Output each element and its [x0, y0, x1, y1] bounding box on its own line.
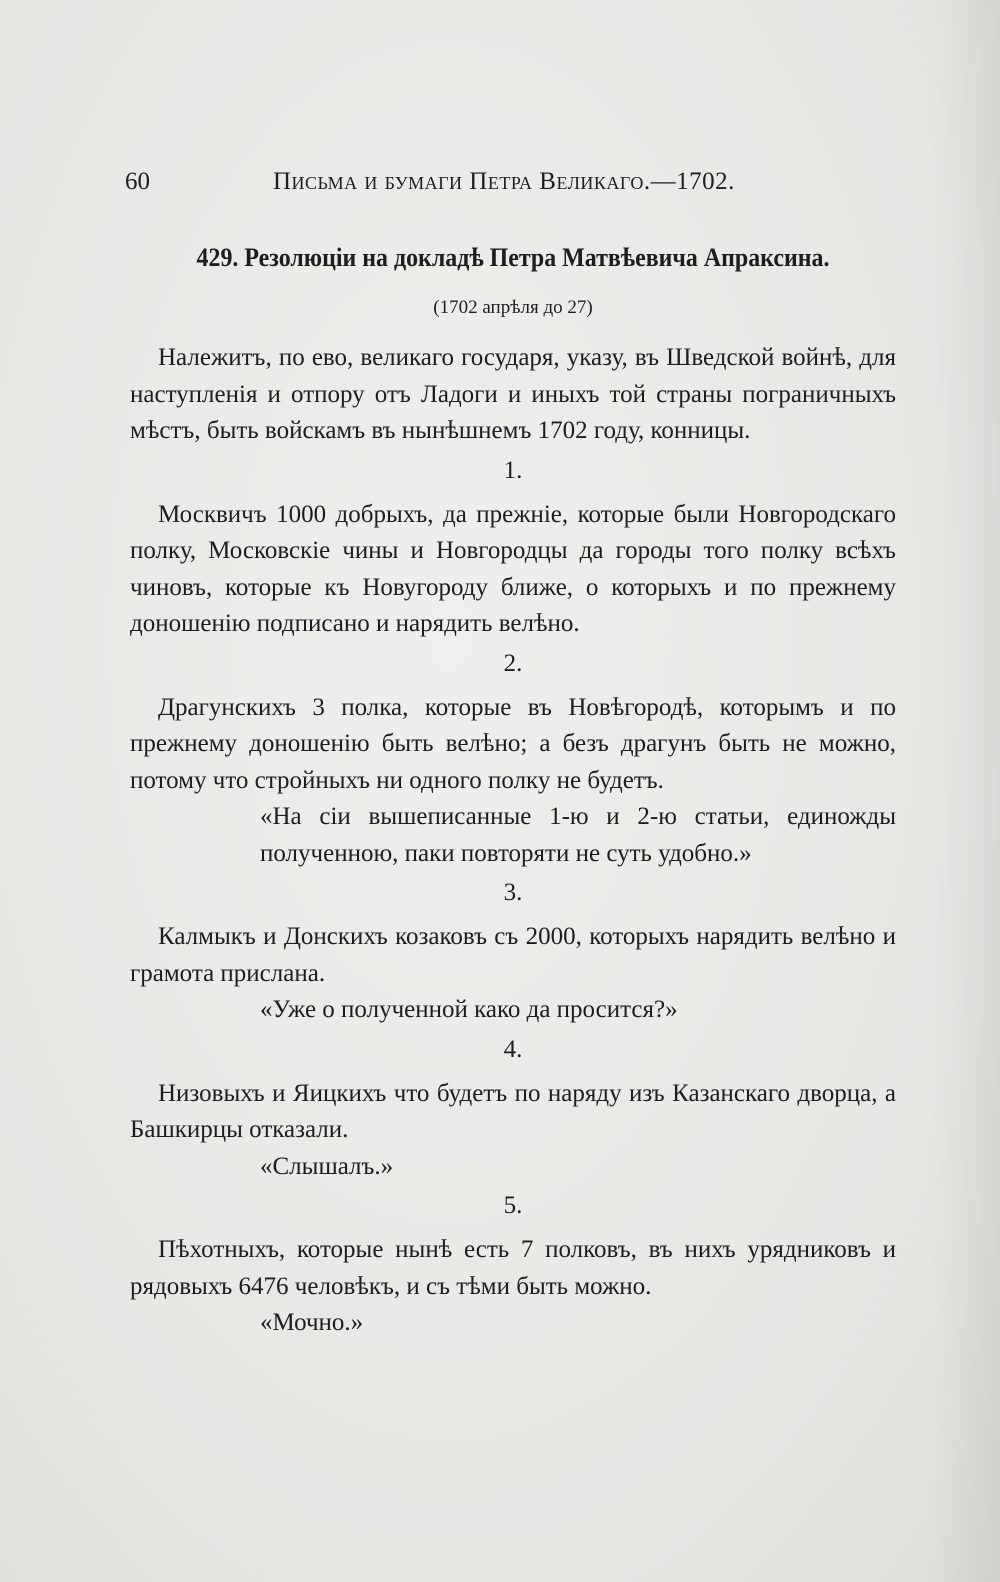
section-text: Пѣхотныхъ, которые нынѣ есть 7 полковъ, въ нихъ урядниковъ и рядовыхъ 6476 человѣкъ, и съ тѣми быть можно.	[130, 1236, 896, 1300]
document-date: (1702 апрѣля до 27)	[433, 297, 593, 318]
resolution-note: «Слышалъ.»	[260, 1152, 394, 1180]
document-body	[130, 340, 896, 1344]
section-text: Низовыхъ и Яицкихъ что будетъ по наряду изъ Казанскаго дворца, а Башкирцы отказали.	[130, 1079, 896, 1143]
section-text: Калмыкъ и Донскихъ козаковъ съ 2000, которыхъ нарядить велѣно и грамота прислана.	[130, 923, 896, 987]
resolution-note: «Мочно.»	[260, 1309, 364, 1336]
running-head: Письма и бумаги Петра Великаго.—1702.	[273, 168, 735, 195]
section-number: 4.	[503, 1035, 523, 1063]
page-number: 60	[125, 168, 150, 195]
section-text: Драгунскихъ 3 полка, которые въ Новѣгородѣ, которымъ и по прежнему доношенію быть велѣно; а безъ драгунъ быть не можно, потому что стройныхъ ни одного полку не будетъ.	[130, 693, 896, 794]
section-number: 2.	[503, 649, 523, 677]
resolution-note: «На сіи вышеписанные 1-ю и 2-ю статьи, единожды полученною, паки повторяти не суть удобно.»	[260, 803, 896, 867]
section-text: Москвичъ 1000 добрыхъ, да прежніе, которые были Новгородскаго полку, Московскіе чины и Новгородцы да городы того полку всѣхъ чиновъ, которые къ Новугороду ближе, о которыхъ и по прежнему доношенію подписано и нарядить велѣно.	[130, 500, 896, 637]
section-number: 1.	[503, 456, 523, 484]
resolution-note: «Уже о полученной како да просится?»	[260, 996, 678, 1023]
intro-paragraph: Належитъ, по ево, великаго государя, указу, въ Шведской войнѣ, для наступленія и отпору отъ Ладоги и иныхъ той страны пограничныхъ мѣстъ, быть войскамъ въ нынѣшнемъ 1702 году, конницы.	[130, 344, 896, 444]
section-number: 5.	[503, 1192, 523, 1219]
page-header	[125, 168, 745, 198]
document-title: 429. Резолюціи на докладѣ Петра Матвѣевича Апраксина.	[196, 243, 830, 272]
section-number: 3.	[503, 879, 523, 906]
page-edge-shadow	[930, 0, 1000, 1582]
